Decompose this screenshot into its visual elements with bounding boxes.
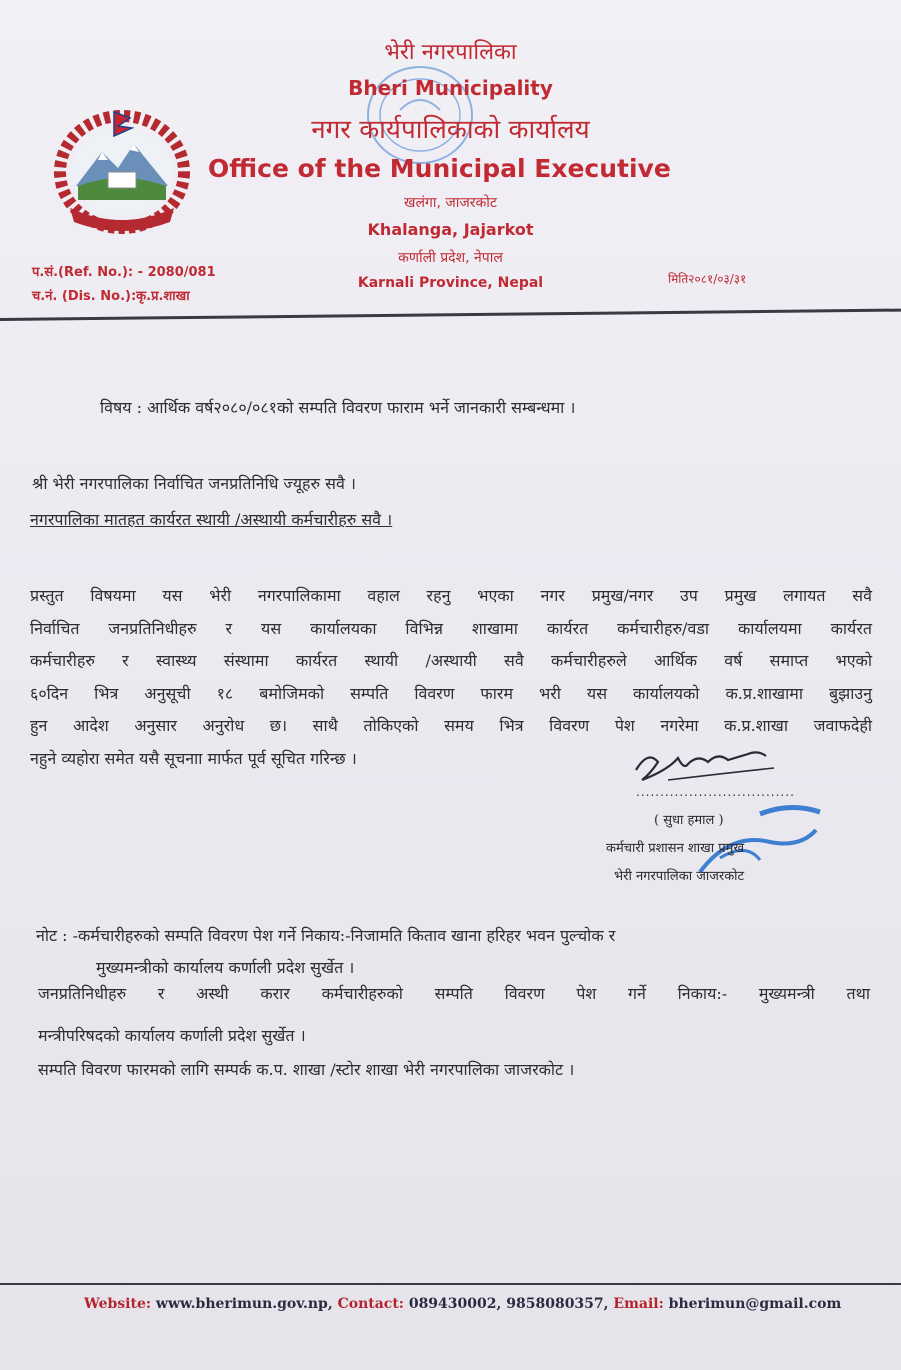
province-nepali: कर्णाली प्रदेश, नेपाल: [398, 250, 503, 266]
location-english: Khalanga, Jajarkot: [367, 220, 534, 239]
note-line: सम्पति विवरण फारमको लागि सम्पर्क क.प. शाखा /स्टोर शाखा भेरी नगरपालिका जाजरकोट ।: [38, 1060, 575, 1079]
signatory-title: कर्मचारी प्रशासन शाखा प्रमुख: [606, 841, 745, 856]
province-english: Karnali Province, Nepal: [357, 275, 544, 291]
signatory-organization: भेरी नगरपालिका जाजरकोट: [614, 869, 745, 884]
footer-contact: [84, 1296, 841, 1312]
note-line: मन्त्रीपरिषदको कार्यालय कर्णाली प्रदेश सुर्खेत ।: [38, 1026, 306, 1045]
header-divider: [0, 309, 901, 321]
body-line: निर्वाचित जनप्रतिनिधीहरु र यस कार्यालयका विभिन्न शाखामा कार्यरत कर्मचारीहरु/वडा कार्यालयमा कार्यरत: [30, 618, 872, 638]
reference-number: प.सं.(Ref. No.): - 2080/081: [32, 265, 216, 280]
body-line: प्रस्तुत विषयमा यस भेरी नगरपालिकामा वहाल रहनु भएका नगर प्रमुख/नगर उप प्रमुख लगायत सवै: [30, 586, 872, 605]
municipality-name-nepali: भेरी नगरपालिका: [384, 40, 517, 65]
letter-date: मिति२०८१/०३/३१: [668, 272, 747, 286]
body-line: नहुने व्यहोरा समेत यसै सूचनाा मार्फत पूर्व सूचित गरिन्छ ।: [30, 748, 357, 768]
website-label: Website:: [84, 1296, 152, 1312]
contact-label: Contact:: [337, 1296, 404, 1312]
dispatch-number: च.नं. (Dis. No.):कृ.प्र.शाखा: [32, 289, 190, 304]
body-line: हुन आदेश अनुसार अनुरोध छ। साथै तोकिएको समय भित्र विवरण पेश नगरेमा क.प्र.शाखा जवाफदेही: [30, 716, 872, 735]
footer-divider: [0, 1283, 901, 1285]
body-line: कर्मचारीहरु र स्वास्थ्य संस्थामा कार्यरत स्थायी /अस्थायी सवै कर्मचारीहरुले आर्थिक वर्ष समाप्त भएको: [30, 651, 872, 670]
addressee-employees: नगरपालिका मातहत कार्यरत स्थायी /अस्थायी कर्मचारीहरु सवै ।: [30, 510, 393, 529]
office-name-english: Office of the Municipal Executive: [208, 154, 671, 183]
email-address: bherimun@gmail.com: [663, 1296, 842, 1312]
location-nepali: खलंगा, जाजरकोट: [404, 195, 497, 211]
note-line: जनप्रतिनिधीहरु र अस्थी करार कर्मचारीहरुको सम्पति विवरण पेश गर्ने निकाय:- मुख्यमन्त्री तथा: [38, 984, 870, 1003]
office-name-nepali: नगर कार्यपालिकाको कार्यालय: [311, 115, 590, 145]
signature-icon: [628, 740, 778, 790]
addressee-representatives: श्री भेरी नगरपालिका निर्वाचित जनप्रतिनिधि ज्यूहरु सवै ।: [32, 474, 356, 493]
contact-numbers: 089430002, 9858080357,: [403, 1296, 614, 1312]
signature-line: .................................: [636, 785, 795, 799]
letter-subject: विषय : आर्थिक वर्ष२०८०/०८१को सम्पति विवरण फाराम भर्ने जानकारी सम्बन्धमा ।: [100, 398, 576, 417]
body-line: ६०दिन भित्र अनुसूची १८ बमोजिमको सम्पति विवरण फारम भरी यस कार्यालयको क.प्र.शाखामा बुझाउनु: [30, 683, 872, 703]
signatory-name: ( सुधा हमाल ): [654, 813, 724, 828]
email-label: Email:: [613, 1296, 664, 1312]
note-line: नोट : -कर्मचारीहरुको सम्पति विवरण पेश गर्ने निकाय:-निजामति किताव खाना हरिहर भवन पुल्चोक र: [36, 926, 616, 945]
website-link: www.bherimun.gov.np,: [151, 1296, 338, 1312]
note-line: मुख्यमन्त्रीको कार्यालय कर्णाली प्रदेश सुर्खेत ।: [96, 958, 355, 977]
municipality-name-english: Bheri Municipality: [348, 76, 553, 100]
